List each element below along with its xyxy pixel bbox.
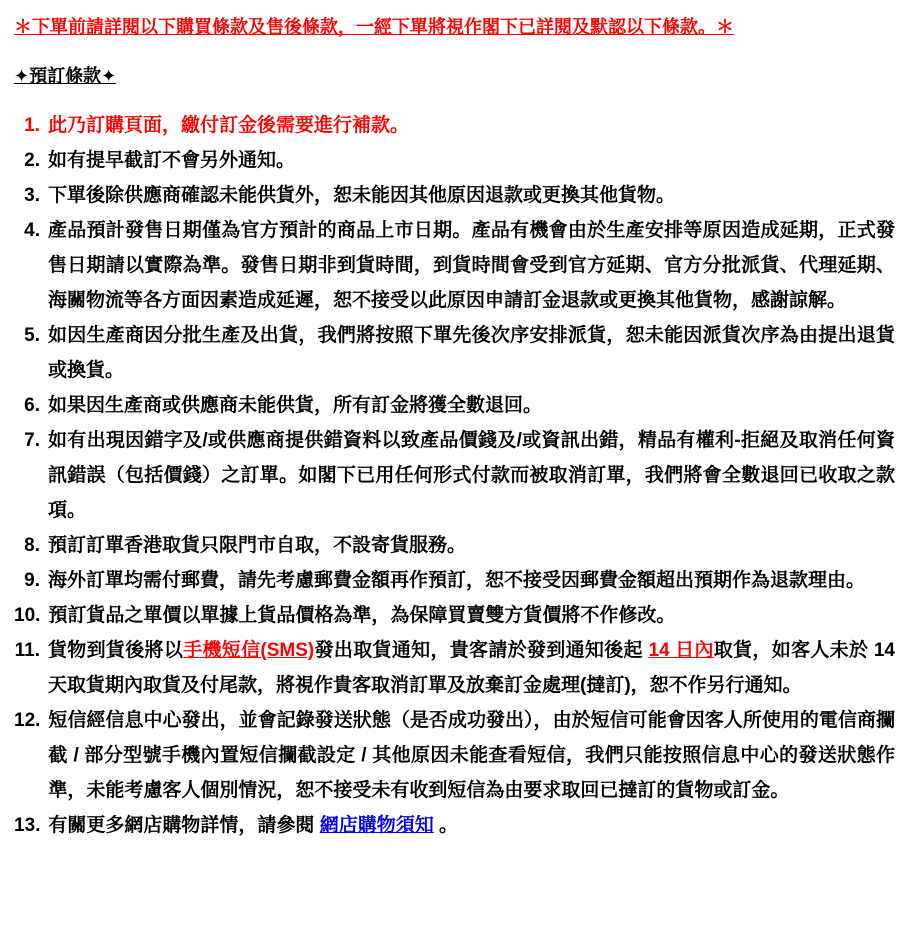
term-number: 12. bbox=[14, 710, 41, 731]
term-segment: 14 日內 bbox=[648, 640, 714, 661]
term-segment: 如果因生產商或供應商未能供貨，所有訂金將獲全數退回。 bbox=[48, 395, 543, 416]
term-item bbox=[14, 178, 895, 213]
term-number: 13. bbox=[14, 815, 41, 836]
term-item bbox=[14, 423, 895, 528]
term-text bbox=[48, 423, 895, 528]
term-number: 9. bbox=[24, 570, 40, 591]
term-text bbox=[48, 388, 895, 423]
term-text bbox=[48, 318, 895, 388]
term-text bbox=[48, 808, 895, 843]
term-number: 4. bbox=[24, 220, 40, 241]
term-segment: 如因生產商因分批生產及出貨，我們將按照下單先後次序安排派貨，恕未能因派貨次序為由提出退貨或換貨。 bbox=[48, 325, 895, 381]
term-segment: 。 bbox=[433, 815, 458, 836]
term-number: 8. bbox=[24, 535, 40, 556]
term-text bbox=[48, 528, 895, 563]
term-item bbox=[14, 528, 895, 563]
term-text bbox=[48, 213, 895, 318]
term-item bbox=[14, 808, 895, 843]
term-text bbox=[48, 633, 895, 703]
term-number: 5. bbox=[24, 325, 40, 346]
term-item bbox=[14, 633, 895, 703]
page-title: ＊下單前請詳閱以下購買條款及售後條款，一經下單將視作閣下已詳閱及默認以下條款。＊ bbox=[14, 17, 734, 37]
term-number: 10. bbox=[14, 605, 41, 626]
term-number: 6. bbox=[24, 395, 40, 416]
term-text bbox=[48, 143, 895, 178]
term-item bbox=[14, 318, 895, 388]
term-text bbox=[48, 563, 895, 598]
term-item bbox=[14, 213, 895, 318]
term-segment: 預訂貨品之單價以單據上貨品價格為準，為保障買賣雙方貨價將不作修改。 bbox=[48, 605, 676, 626]
section-heading: ✦預訂條款✦ bbox=[14, 66, 117, 86]
term-item bbox=[14, 563, 895, 598]
term-item bbox=[14, 598, 895, 633]
term-item bbox=[14, 703, 895, 808]
shop-notice-link[interactable]: 網店購物須知 bbox=[319, 815, 434, 836]
term-number: 7. bbox=[24, 430, 40, 451]
term-number: 1. bbox=[24, 115, 40, 136]
term-number: 3. bbox=[24, 185, 40, 206]
term-segment: 如有出現因錯字及/或供應商提供錯資料以致產品價錢及/或資訊出錯，精品有權利-拒絕及取消任何資訊錯誤（包括價錢）之訂單。如閣下已用任何形式付款而被取消訂單，我們將會全數退回已收取之款項。 bbox=[48, 430, 895, 521]
term-segment: 短信經信息中心發出，並會記錄發送狀態（是否成功發出），由於短信可能會因客人所使用的電信商攔截 / 部分型號手機內置短信攔截設定 / 其他原因未能查看短信，我們只能按照信息中心的發送狀態作準，未能考慮客人個別情況，恕不接受未有收到短信為由要求取回已撻訂的貨物或訂金。 bbox=[48, 710, 895, 801]
term-segment: 預訂訂單香港取貨只限門市自取，不設寄貨服務。 bbox=[48, 535, 467, 556]
term-segment: 貨物到貨後將以 bbox=[48, 640, 184, 661]
term-text bbox=[48, 108, 895, 143]
term-text bbox=[48, 598, 895, 633]
term-segment: 產品預計發售日期僅為官方預計的商品上市日期。產品有機會由於生產安排等原因造成延期，正式發售日期請以實際為準。發售日期非到貨時間，到貨時間會受到官方延期、官方分批派貨、代理延期、海關物流等各方面因素造成延遲，恕不接受以此原因申請訂金退款或更換其他貨物，感謝諒解。 bbox=[48, 220, 895, 311]
term-number: 11. bbox=[14, 640, 40, 661]
term-segment: 下單後除供應商確認未能供貨外，恕未能因其他原因退款或更換其他貨物。 bbox=[48, 185, 676, 206]
term-segment: 此乃訂購頁面，繳付訂金後需要進行補款。 bbox=[48, 115, 410, 136]
term-segment: 如有提早截訂不會另外通知。 bbox=[48, 150, 296, 171]
term-segment: 發出取貨通知，貴客請於發到通知後起 bbox=[314, 640, 649, 661]
term-number: 2. bbox=[24, 150, 40, 171]
term-item bbox=[14, 388, 895, 423]
term-segment: 手機短信(SMS) bbox=[183, 640, 315, 661]
term-segment: 有關更多網店購物詳情，請參閱 bbox=[48, 815, 320, 836]
terms-list bbox=[14, 108, 895, 843]
term-text bbox=[48, 703, 895, 808]
term-item bbox=[14, 108, 895, 143]
term-segment: 取貨，如客人未於 14 天取貨期內取貨及付尾款，將視作貴客取消訂單及放棄訂金處理(撻訂)，恕不作另行通知。 bbox=[48, 640, 896, 696]
term-item bbox=[14, 143, 895, 178]
term-text bbox=[48, 178, 895, 213]
term-segment: 海外訂單均需付郵費，請先考慮郵費金額再作預訂，恕不接受因郵費金額超出預期作為退款理由。 bbox=[48, 570, 866, 591]
